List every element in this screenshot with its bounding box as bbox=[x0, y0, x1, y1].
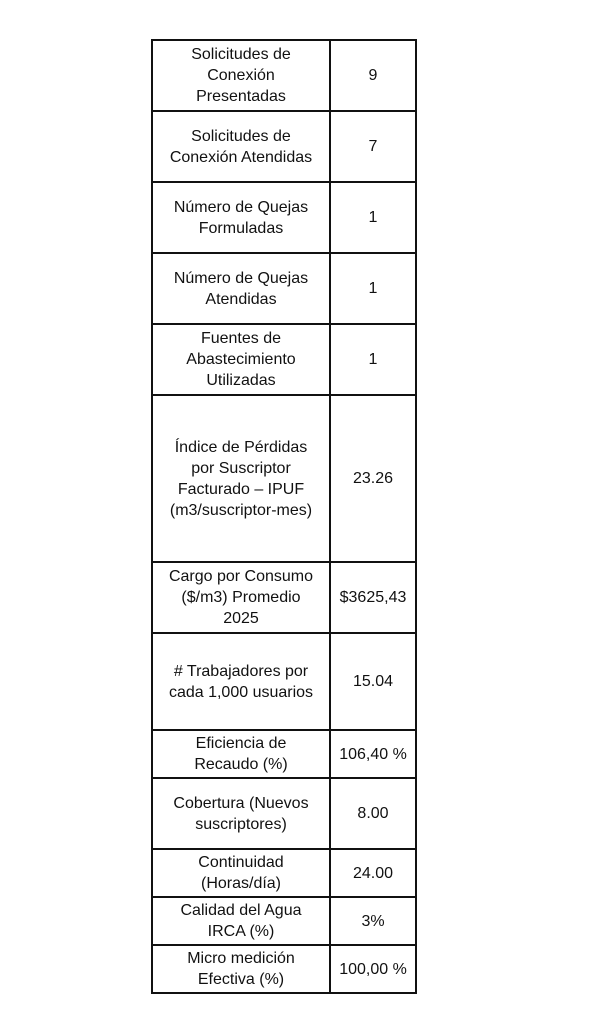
indicator-label: Micro medición Efectiva (%) bbox=[187, 950, 295, 988]
indicator-label: Continuidad (Horas/día) bbox=[198, 854, 284, 892]
indicator-value: 8.00 bbox=[357, 805, 389, 822]
table-row bbox=[152, 849, 416, 897]
indicator-label-cell bbox=[152, 849, 330, 897]
indicator-label-cell bbox=[152, 562, 330, 633]
indicator-value-cell bbox=[330, 324, 416, 395]
table-row bbox=[152, 40, 416, 111]
indicator-value-cell bbox=[330, 253, 416, 324]
indicator-label-cell bbox=[152, 111, 330, 182]
indicator-value: 100,00 % bbox=[339, 960, 407, 978]
indicator-label: Número de Quejas Formuladas bbox=[173, 198, 309, 237]
indicator-value: 23.26 bbox=[352, 470, 394, 487]
table-row bbox=[152, 395, 416, 562]
table-row bbox=[152, 945, 416, 993]
indicator-label: Fuentes de Abastecimiento Utilizadas bbox=[186, 330, 296, 389]
table-row bbox=[152, 897, 416, 945]
indicator-label-cell bbox=[152, 253, 330, 324]
indicator-label: Eficiencia de Recaudo (%) bbox=[194, 735, 288, 773]
indicator-value-cell bbox=[330, 633, 416, 730]
indicator-label: Solicitudes de Conexión Atendidas bbox=[169, 127, 313, 166]
indicator-value: 1 bbox=[368, 209, 378, 226]
indicator-label-cell bbox=[152, 778, 330, 849]
indicators-table bbox=[151, 39, 417, 994]
table-row bbox=[152, 562, 416, 633]
indicator-label-cell bbox=[152, 945, 330, 993]
indicator-value: 1 bbox=[368, 280, 378, 297]
indicator-value-cell bbox=[330, 730, 416, 778]
indicator-label: Índice de Pérdidas por Suscriptor Facturado – IPUF (m3/suscriptor-mes) bbox=[169, 438, 313, 519]
indicator-value-cell bbox=[330, 111, 416, 182]
table-row bbox=[152, 633, 416, 730]
table-row bbox=[152, 253, 416, 324]
indicator-value: 7 bbox=[368, 138, 378, 155]
indicator-value: $3625,43 bbox=[339, 589, 407, 606]
indicator-label: Solicitudes de Conexión Presentadas bbox=[191, 46, 291, 105]
indicator-value-cell bbox=[330, 40, 416, 111]
indicator-value: 9 bbox=[368, 67, 378, 84]
indicator-value-cell bbox=[330, 562, 416, 633]
indicator-label-cell bbox=[152, 395, 330, 562]
indicator-label-cell bbox=[152, 897, 330, 945]
indicator-label-cell bbox=[152, 182, 330, 253]
indicator-value-cell bbox=[330, 182, 416, 253]
indicator-value: 3% bbox=[361, 912, 385, 930]
indicator-label: Cobertura (Nuevos suscriptores) bbox=[173, 794, 309, 833]
indicator-value: 1 bbox=[368, 351, 378, 368]
indicator-value-cell bbox=[330, 395, 416, 562]
table-row bbox=[152, 778, 416, 849]
table-row bbox=[152, 730, 416, 778]
indicator-label-cell bbox=[152, 730, 330, 778]
indicator-label-cell bbox=[152, 633, 330, 730]
table-row bbox=[152, 324, 416, 395]
indicator-value-cell bbox=[330, 849, 416, 897]
indicator-value: 106,40 % bbox=[339, 745, 407, 763]
indicator-value: 24.00 bbox=[352, 864, 394, 882]
indicator-value-cell bbox=[330, 897, 416, 945]
indicator-label: # Trabajadores por cada 1,000 usuarios bbox=[168, 662, 314, 701]
indicator-value: 15.04 bbox=[352, 673, 394, 690]
indicator-label-cell bbox=[152, 324, 330, 395]
table-row bbox=[152, 182, 416, 253]
indicator-label-cell bbox=[152, 40, 330, 111]
indicator-value-cell bbox=[330, 778, 416, 849]
indicator-label: Calidad del Agua IRCA (%) bbox=[180, 902, 302, 940]
indicator-label: Cargo por Consumo ($/m3) Promedio 2025 bbox=[168, 568, 314, 627]
table-row bbox=[152, 111, 416, 182]
indicator-value-cell bbox=[330, 945, 416, 993]
indicator-label: Número de Quejas Atendidas bbox=[173, 269, 309, 308]
